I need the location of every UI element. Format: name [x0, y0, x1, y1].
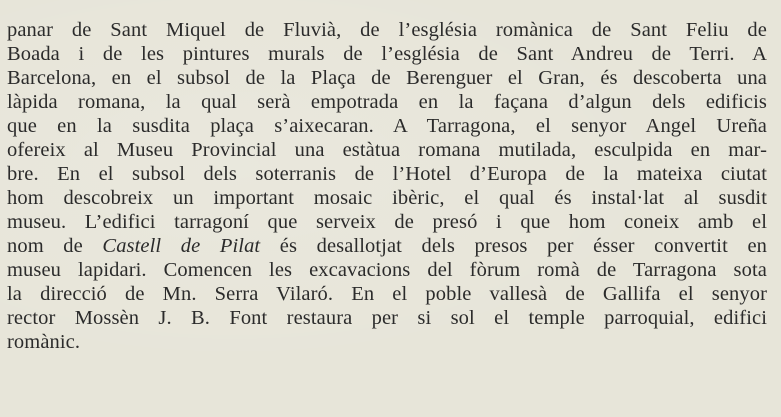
text-line-13: rector Mossèn J. B. Font restaura per si sol el temple parroquial, edifici [7, 307, 767, 329]
text-line-1: panar de Sant Miquel de Fluvià, de l’església romànica de Sant Feliu de [7, 19, 767, 41]
italic-place-name: Castell de Pilat [102, 235, 261, 257]
text-line-8: hom descobreix un important mosaic ibèric, el qual és instal·lat al susdit [7, 187, 767, 209]
text-line-14: romànic. [7, 331, 81, 353]
text-line-10-start: nom de [7, 235, 103, 257]
text-line-12: la direcció de Mn. Serra Vilaró. En el poble vallesà de Gallifa el senyor [7, 283, 767, 305]
text-line-5: que en la susdita plaça s’aixecaran. A Tarragona, el senyor Angel Ureña [7, 115, 767, 137]
text-line-4: làpida romana, la qual serà empotrada en la façana d’algun dels edificis [7, 91, 767, 113]
paragraph [7, 18, 767, 354]
text-line-10-end: és desallotjat dels presos per ésser convertit en [260, 235, 767, 257]
text-line-7: bre. En el subsol dels soterranis de l’Hotel d’Europa de la mateixa ciutat [7, 163, 767, 185]
text-line-10 [7, 234, 767, 258]
text-line-2: Boada i de les pintures murals de l’església de Sant Andreu de Terri. A [7, 43, 767, 65]
text-line-3: Barcelona, en el subsol de la Plaça de Berenguer el Gran, és descoberta una [7, 67, 767, 89]
text-line-6: ofereix al Museu Provincial una estàtua romana mutilada, esculpida en mar- [7, 139, 767, 161]
text-line-11: museu lapidari. Comencen les excavacions del fòrum romà de Tarragona sota [7, 259, 767, 281]
text-line-9: museu. L’edifici tarragoní que serveix de presó i que hom coneix amb el [7, 211, 767, 233]
